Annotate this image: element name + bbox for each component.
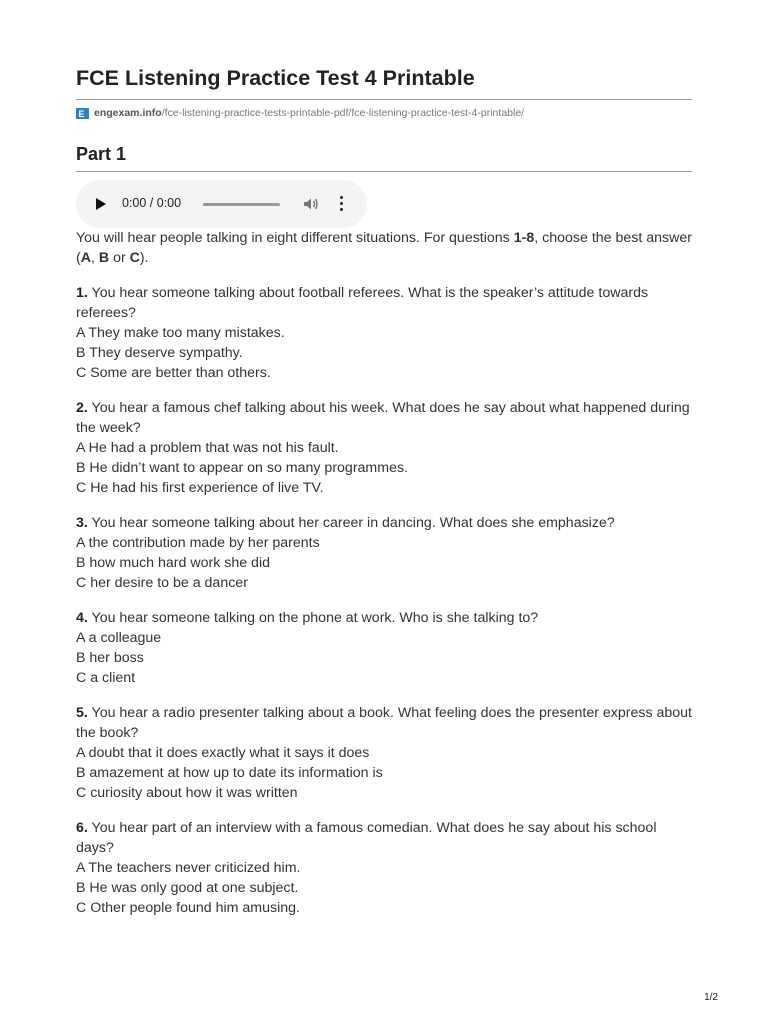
option-c: C curiosity about how it was written (76, 785, 298, 801)
audio-time: 0:00 / 0:00 (122, 196, 182, 210)
question-stem (76, 818, 692, 858)
question-6 (76, 818, 692, 918)
question-4 (76, 608, 692, 688)
option-a: A the contribution made by her parents (76, 535, 320, 551)
option-a: A He had a problem that was not his fault. (76, 440, 339, 456)
option-a: A They make too many mistakes. (76, 325, 285, 341)
source-domain[interactable]: engexam.info (94, 107, 162, 119)
answer-letter-a: A (80, 250, 91, 266)
question-number: 2. (76, 400, 88, 416)
section-heading: Part 1 (76, 144, 127, 164)
question-range: 1-8 (513, 230, 535, 246)
option-b: B He was only good at one subject. (76, 880, 299, 896)
option-c: C Other people found him amusing. (76, 900, 300, 916)
question-text: You hear part of an interview with a famous comedian. What does he say about his school days? (76, 820, 657, 856)
answer-letter-c: C (129, 250, 140, 266)
question-number: 4. (76, 610, 88, 626)
instructions-text: , (90, 250, 99, 266)
more-options-icon[interactable] (338, 196, 344, 212)
option-b: B They deserve sympathy. (76, 345, 243, 361)
question-number: 5. (76, 705, 88, 721)
svg-text:E: E (78, 108, 85, 119)
question-number: 3. (76, 515, 88, 531)
volume-icon[interactable] (302, 195, 320, 213)
page-title: FCE Listening Practice Test 4 Printable (76, 66, 475, 90)
option-c: C Some are better than others. (76, 365, 271, 381)
instructions (76, 228, 692, 268)
document-body (76, 228, 692, 933)
option-c: C He had his first experience of live TV. (76, 480, 324, 496)
source-path[interactable]: /fce-listening-practice-tests-printable-pdf/fce-listening-practice-test-4-printable/ (161, 107, 525, 119)
answer-letter-b: B (98, 250, 110, 266)
question-text: You hear a radio presenter talking about a book. What feeling does the presenter express about the book? (76, 705, 693, 741)
question-text: You hear someone talking about football referees. What is the speaker’s attitude towards referees? (76, 285, 649, 321)
section-divider (76, 171, 692, 172)
option-b: B how much hard work she did (76, 555, 270, 571)
question-stem (76, 703, 692, 743)
source-url[interactable] (76, 107, 524, 119)
option-a: A doubt that it does exactly what it says it does (76, 745, 370, 761)
question-5 (76, 703, 692, 803)
question-text: You hear someone talking about her career in dancing. What does she emphasize? (87, 515, 615, 531)
option-c: C a client (76, 670, 136, 686)
instructions-text: or (109, 250, 130, 266)
question-text: You hear someone talking on the phone at work. Who is she talking to? (87, 610, 539, 626)
question-stem (76, 513, 692, 533)
option-a: A a colleague (76, 630, 162, 646)
option-b: B her boss (76, 650, 144, 666)
question-1 (76, 283, 692, 383)
question-stem (76, 608, 692, 628)
audio-progress-bar[interactable] (203, 203, 280, 206)
question-number: 1. (76, 285, 88, 301)
title-divider (76, 99, 692, 100)
question-stem (76, 398, 692, 438)
option-b: B He didn’t want to appear on so many programmes. (76, 460, 408, 476)
option-b: B amazement at how up to date its information is (76, 765, 383, 781)
question-2 (76, 398, 692, 498)
question-text: You hear a famous chef talking about his week. What does he say about what happened during the week? (76, 400, 690, 436)
instructions-text: You will hear people talking in eight different situations. For questions (76, 230, 514, 246)
question-number: 6. (76, 820, 88, 836)
question-3 (76, 513, 692, 593)
option-c: C her desire to be a dancer (76, 575, 248, 591)
play-icon[interactable] (96, 198, 106, 210)
instructions-text: ). (139, 250, 149, 266)
option-a: A The teachers never criticized him. (76, 860, 301, 876)
audio-player[interactable] (76, 180, 367, 228)
instructions-text: , choose the best answer ( (76, 230, 692, 266)
site-logo-icon (76, 108, 89, 119)
question-stem (76, 283, 692, 323)
page-indicator: 1/2 (704, 992, 718, 1003)
